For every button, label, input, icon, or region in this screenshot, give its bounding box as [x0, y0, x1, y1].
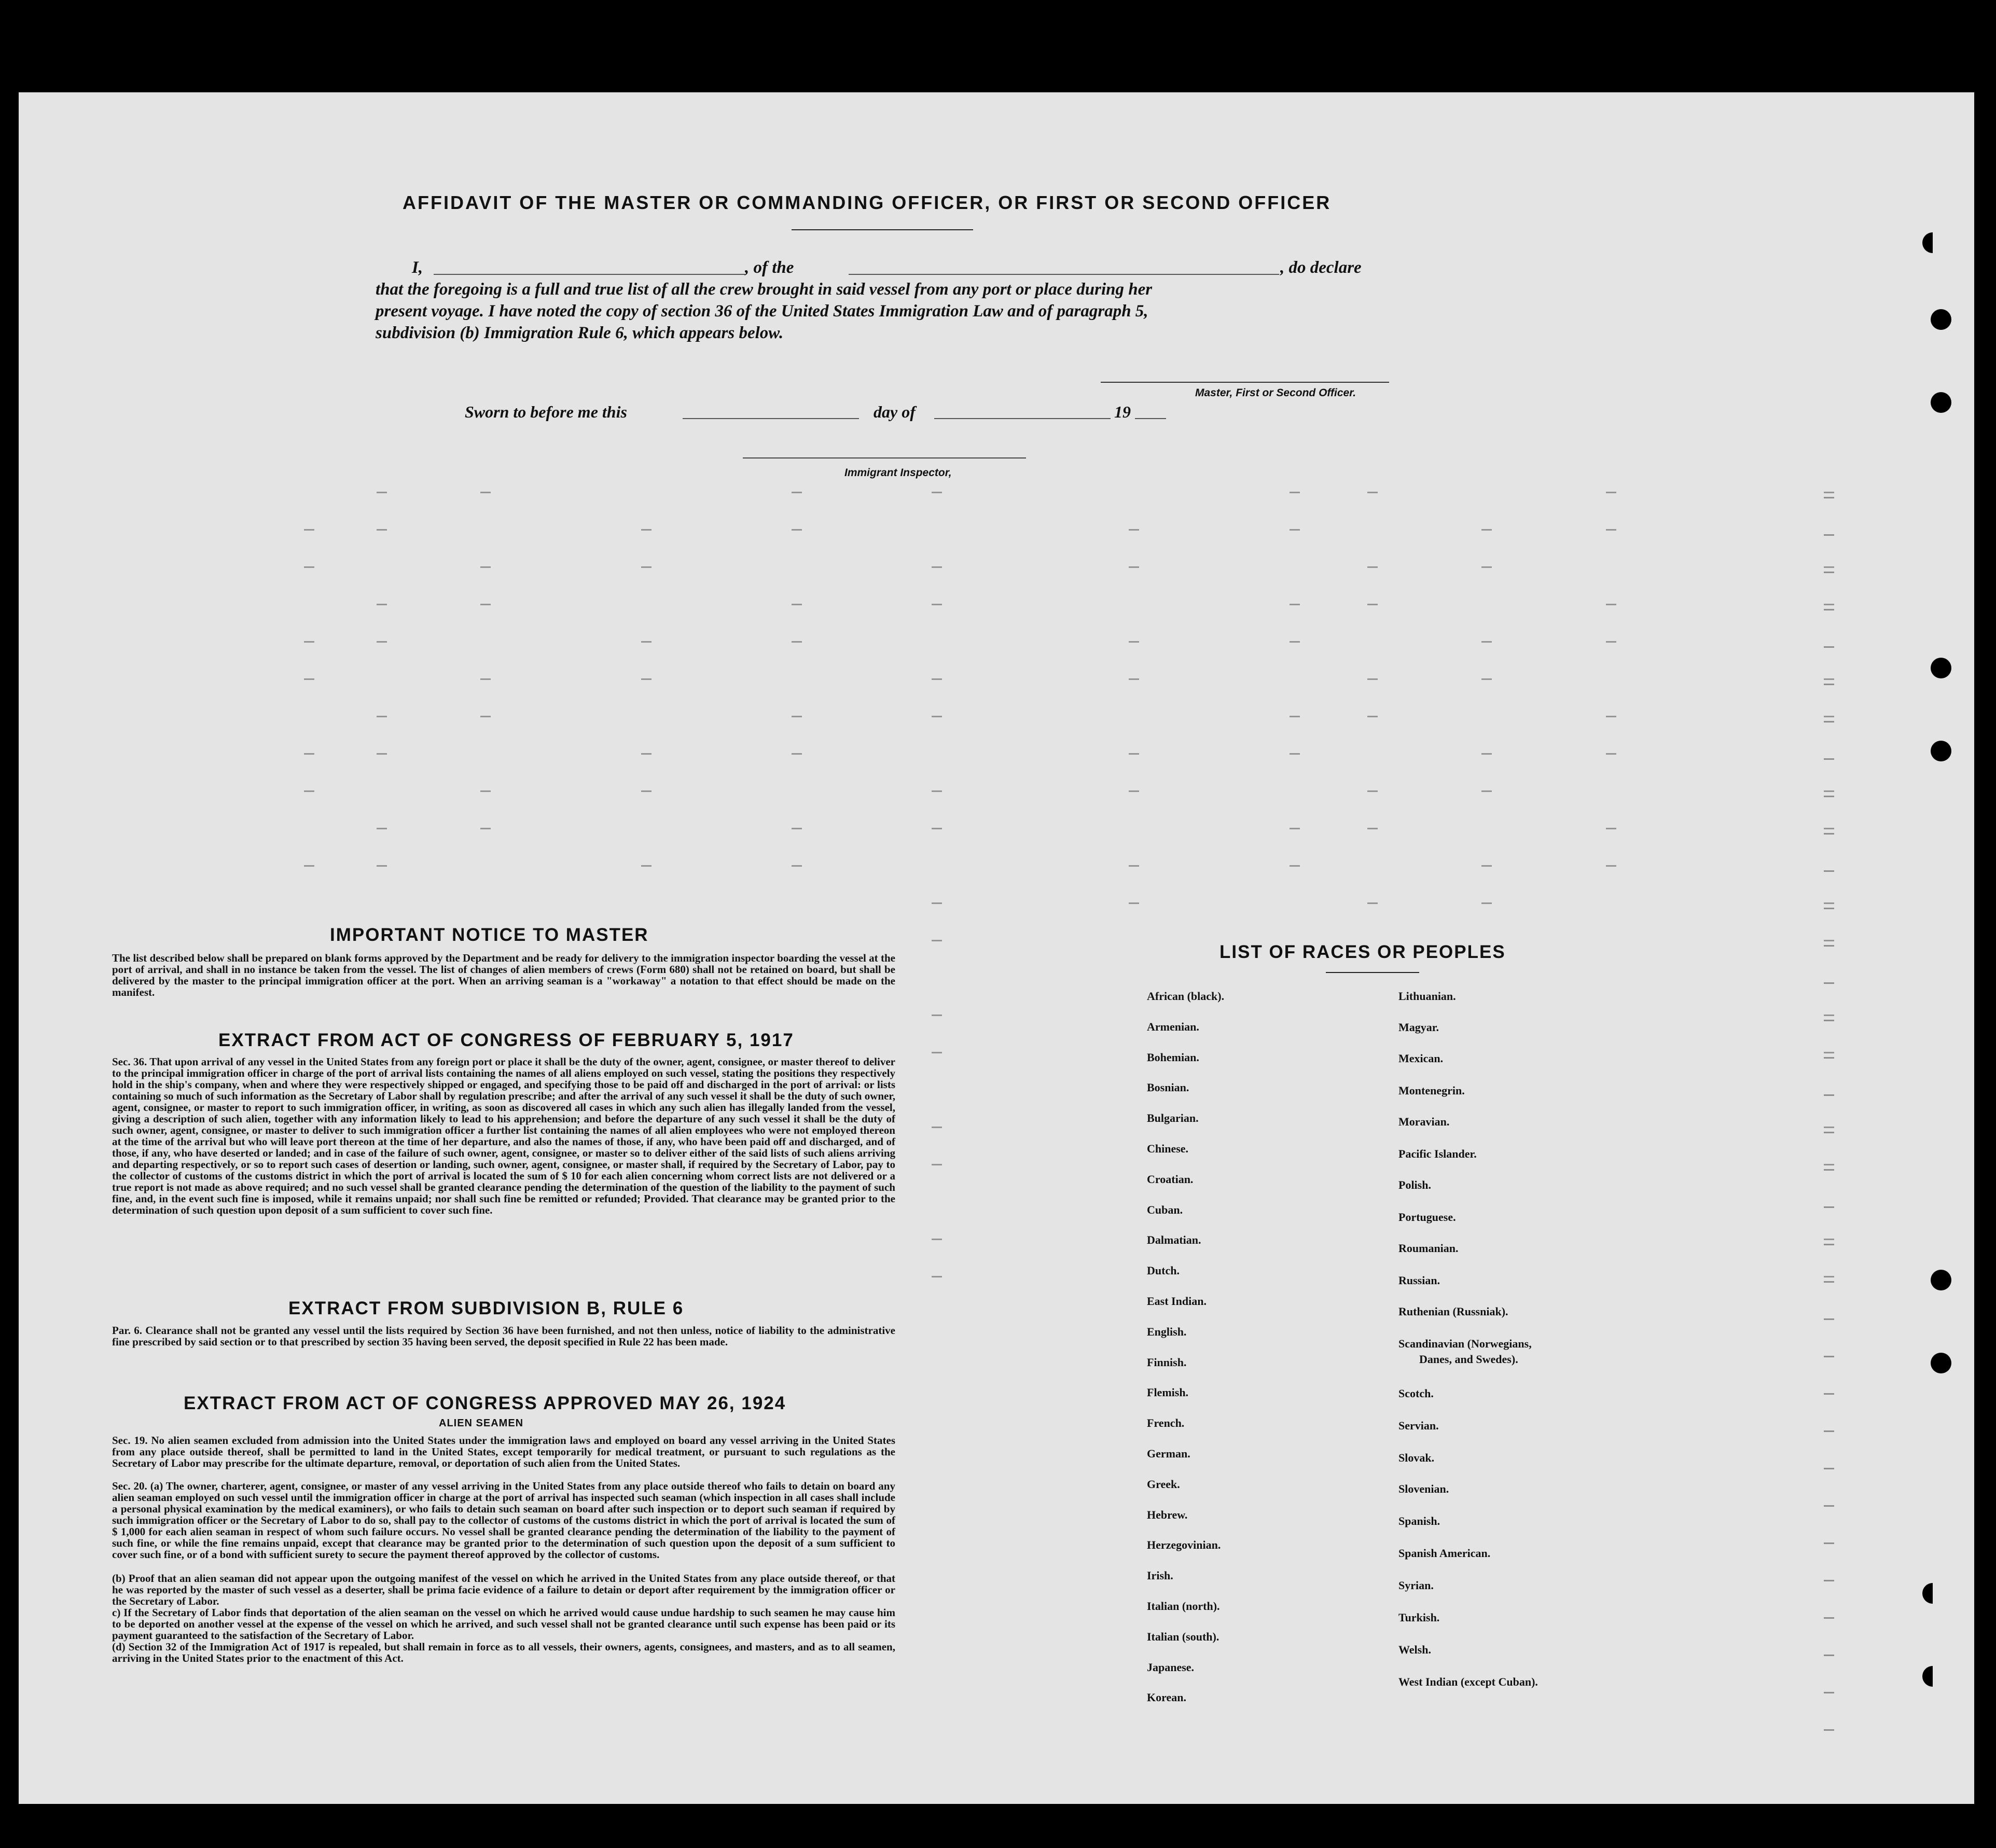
column-dash	[304, 529, 314, 531]
column-dash	[1824, 1057, 1834, 1059]
column-dash	[377, 716, 387, 717]
affidavit-of-the: , of the	[745, 258, 794, 277]
race-item: Scandinavian (Norwegians,	[1398, 1337, 1532, 1350]
column-dash	[304, 566, 314, 568]
column-dash	[304, 678, 314, 680]
race-item: Turkish.	[1398, 1611, 1440, 1624]
column-dash	[480, 790, 491, 792]
sec20d-text: (d) Section 32 of the Immigration Act of 1917 is repealed, but shall remain in force as to all vessels, their owners, agents, consignees, and masters, and as to all seamen, arriving in the United States prior to the enactment of this Act.	[112, 1641, 895, 1664]
title-underline	[792, 229, 973, 230]
sec20c-text: c) If the Secretary of Labor finds that deportation of the alien seaman on the vessel on which he arrived would cause undue hardship to such seamen he may cause him to be deported on another vessel at the expense of the vessel on which he arrived, and such vessel shall not be granted clearance until such expense has been paid or its payment guaranteed to the satisfaction of the Secretary of Labor.	[112, 1606, 895, 1642]
column-dash	[1129, 566, 1139, 568]
column-dash	[1290, 753, 1300, 755]
column-dash	[1824, 1127, 1834, 1128]
column-dash	[1481, 678, 1492, 680]
column-dash	[1824, 870, 1834, 872]
column-dash	[1824, 1543, 1834, 1544]
column-dash	[1481, 865, 1492, 867]
column-dash	[641, 529, 652, 531]
column-dash	[792, 492, 802, 493]
column-dash	[792, 753, 802, 755]
column-dash	[1290, 865, 1300, 867]
column-dash	[932, 828, 942, 829]
sec20a-text: Sec. 20. (a) The owner, charterer, agent, consignee, or master of any vessel arriving in the United States from any place outside thereof who fails to detain on board any alien seaman employed on such vessel until the immigration officer in charge at the port of arrival has inspected such seaman (which inspection in all cases shall include a personal physical examination by the medical examiners), or who fails to detain such seaman on board after such inspection or to deport such seaman if required by such immigration officer or the Secretary of Labor to do so, shall pay to the collector of customs of the customs district in which the port of arrival is located the sum of $ 1,000 for each alien seaman in respect of whom such failure occurs. No vessel shall be granted clearance pending the determination of the liability to the payment of such fine, or while the fine remains unpaid, except that clearance may be granted prior to the determination of such question upon the deposit of a sum sufficient to cover such fine, or of a bond with sufficient surety to secure the payment thereof approved by the collector of customs.	[112, 1480, 895, 1561]
column-dash	[1824, 1729, 1834, 1731]
affidavit-title: AFFIDAVIT OF THE MASTER OR COMMANDING OFFICER, OR FIRST OR SECOND OFFICER	[403, 192, 1332, 213]
column-dash	[1367, 716, 1378, 717]
vessel-blank[interactable]	[849, 274, 1279, 275]
race-item: Scotch.	[1398, 1387, 1434, 1400]
race-item: Slovak.	[1398, 1451, 1435, 1464]
binder-hole	[1931, 741, 1951, 761]
column-dash	[1824, 902, 1834, 904]
column-dash	[1824, 604, 1834, 605]
column-dash	[304, 790, 314, 792]
column-dash	[377, 529, 387, 531]
column-dash	[480, 678, 491, 680]
race-item: Spanish American.	[1398, 1547, 1491, 1560]
race-item: West Indian (except Cuban).	[1398, 1675, 1538, 1688]
act1917-body: Sec. 36. That upon arrival of any vessel in the United States from any foreign port or place it shall be the duty of the owner, agent, consignee, or master thereof to deliver to the principal immigration officer in charge of the port of arrival lists containing the names of all aliens employed on such vessel, stating the positions they respectively hold in the ship's company, when and where they were respectively shipped or engaged, and specifying those to be paid off and discharged in the port of arrival: or lists containing so much of such information as the Secretary of Labor shall by regulation prescribe; and after the arrival of any such vessel it shall be the duty of such owner, agent, consignee, or master to report to such immigration officer, in writing, as soon as discovered all cases in which any such alien has illegally landed from the vessel, giving a description of such alien, together with any information likely to lead to his apprehension; and before the departure of any such vessel it shall be the duty of such owner, agent, consignee, or master to deliver to such immigration officer a further list containing the names of all alien employees who were not employed thereon at the time of the arrival but who will leave port thereon at the time of her departure, and also the names of those, if any, who have been paid off and discharged, and of those, if any, who have deserted or landed; and in case of the failure of such owner, agent, consignee, or master so to deliver either of the said lists of such aliens arriving and departing respectively, or so to report such cases of desertion or landing, such owner, agent, consignee, or master shall, if required by the Secretary of Labor, pay to the collector of customs of the customs district in which the port of arrival is located the sum of $ 10 for each alien concerning whom correct lists are not delivered or a true report is not made as above required; and no such vessel shall be granted clearance pending the determination of the question of the liability to the payment of such fine, and, in the event such fine is imposed, while it remains unpaid; nor shall such fine be remitted or refunded; Provided. That clearance may be granted prior to the determination of such question upon deposit of a sum sufficient to cover such fine.	[112, 1055, 895, 1216]
column-dash	[1290, 604, 1300, 605]
column-dash	[792, 604, 802, 605]
column-dash	[1824, 833, 1834, 835]
column-dash	[1824, 1580, 1834, 1581]
column-dash	[1824, 945, 1834, 947]
column-dash	[1824, 716, 1834, 717]
master-signature-line[interactable]	[1101, 382, 1389, 383]
column-dash	[1824, 1655, 1834, 1656]
column-dash	[1824, 1164, 1834, 1165]
race-item: English.	[1147, 1325, 1187, 1338]
race-item: Danes, and Swedes).	[1419, 1353, 1518, 1366]
column-dash	[1606, 492, 1616, 493]
column-dash	[1481, 753, 1492, 755]
inspector-signature-line[interactable]	[743, 457, 1026, 458]
binder-hole	[1931, 658, 1951, 678]
race-item: Dalmatian.	[1147, 1233, 1201, 1247]
binder-hole	[1931, 392, 1951, 413]
column-dash	[1824, 1094, 1834, 1096]
column-dash	[1824, 646, 1834, 648]
day-of-text: day of	[874, 402, 916, 421]
column-dash	[1367, 828, 1378, 829]
column-dash	[792, 641, 802, 643]
race-item: Welsh.	[1398, 1643, 1431, 1656]
column-dash	[1129, 865, 1139, 867]
race-item: Slovenian.	[1398, 1482, 1449, 1495]
column-dash	[932, 492, 942, 493]
column-dash	[1290, 529, 1300, 531]
affidavit-line-3: present voyage. I have noted the copy of section 36 of the United States Immigration Law and of paragraph 5,	[376, 302, 1148, 321]
race-item: African (black).	[1147, 990, 1225, 1003]
column-dash	[1824, 1276, 1834, 1277]
column-dash	[377, 492, 387, 493]
race-item: Montenegrin.	[1398, 1084, 1465, 1097]
race-item: Moravian.	[1398, 1115, 1450, 1128]
column-dash	[1129, 678, 1139, 680]
column-dash	[1129, 529, 1139, 531]
race-item: Irish.	[1147, 1569, 1173, 1582]
column-dash	[480, 716, 491, 717]
rule6-body: Par. 6. Clearance shall not be granted any vessel until the lists required by Section 36 have been furnished, and not then unless, notice of liability to the administrative fine prescribed by said section or to that prescribed by section 35 having been served, the deposit specified in Rule 22 has been made.	[112, 1324, 895, 1348]
column-dash	[1824, 492, 1834, 493]
column-dash	[480, 604, 491, 605]
column-dash	[1606, 641, 1616, 643]
races-title: LIST OF RACES OR PEOPLES	[1219, 942, 1506, 962]
race-item: Russian.	[1398, 1274, 1440, 1287]
sworn-text: Sworn to before me this	[465, 402, 627, 421]
race-item: German.	[1147, 1447, 1190, 1460]
race-item: Croatian.	[1147, 1172, 1194, 1186]
column-dash	[932, 1052, 942, 1053]
column-dash	[1129, 902, 1139, 904]
column-dash	[1606, 529, 1616, 531]
column-dash	[1824, 790, 1834, 792]
column-dash	[1824, 1206, 1834, 1208]
column-dash	[480, 828, 491, 829]
race-item: Roumanian.	[1398, 1242, 1459, 1255]
column-dash	[1367, 604, 1378, 605]
binder-hole	[1931, 309, 1951, 330]
race-item: Japanese.	[1147, 1660, 1195, 1674]
column-dash	[1367, 678, 1378, 680]
column-dash	[1290, 828, 1300, 829]
column-dash	[1290, 641, 1300, 643]
column-dash	[1367, 492, 1378, 493]
race-item: Cuban.	[1147, 1203, 1183, 1216]
binder-hole	[1931, 1353, 1951, 1373]
column-dash	[1824, 534, 1834, 536]
column-dash	[377, 604, 387, 605]
column-dash	[377, 828, 387, 829]
race-item: Italian (north).	[1147, 1600, 1220, 1613]
alien-seamen-subtitle: ALIEN SEAMEN	[439, 1418, 524, 1429]
column-dash	[932, 716, 942, 717]
column-dash	[1824, 1020, 1834, 1021]
column-dash	[377, 641, 387, 643]
form-sheet	[19, 92, 1974, 1804]
column-dash	[1481, 790, 1492, 792]
column-dash	[1290, 492, 1300, 493]
binder-hole-partial	[1922, 1666, 1943, 1687]
column-dash	[1824, 1692, 1834, 1693]
column-dash	[1129, 753, 1139, 755]
column-dash	[641, 865, 652, 867]
column-dash	[932, 790, 942, 792]
column-dash	[932, 604, 942, 605]
inspector-label: Immigrant Inspector,	[844, 467, 952, 479]
column-dash	[1290, 716, 1300, 717]
race-item: Bosnian.	[1147, 1081, 1189, 1094]
notice-title: IMPORTANT NOTICE TO MASTER	[330, 925, 649, 945]
affidavit-declare: , do declare	[1280, 258, 1362, 277]
race-item: Herzegovinian.	[1147, 1538, 1221, 1552]
column-dash	[932, 1239, 942, 1240]
race-item: Greek.	[1147, 1477, 1180, 1491]
affidavit-line-4: subdivision (b) Immigration Rule 6, which appears below.	[376, 324, 784, 342]
column-dash	[1606, 828, 1616, 829]
race-item: Polish.	[1398, 1178, 1431, 1191]
column-dash	[1824, 1505, 1834, 1507]
affidavit-line-2: that the foregoing is a full and true list of all the crew brought in said vessel from any port or place during her	[376, 280, 1153, 299]
race-item: Chinese.	[1147, 1142, 1189, 1155]
race-item: Spanish.	[1398, 1514, 1440, 1527]
race-item: East Indian.	[1147, 1295, 1207, 1308]
column-dash	[1824, 1132, 1834, 1133]
race-item: Italian (south).	[1147, 1630, 1219, 1643]
column-dash	[304, 753, 314, 755]
column-dash	[932, 1015, 942, 1016]
column-dash	[641, 753, 652, 755]
column-dash	[1824, 1239, 1834, 1240]
column-dash	[1824, 684, 1834, 685]
column-dash	[641, 641, 652, 643]
column-dash	[1367, 566, 1378, 568]
column-dash	[1481, 529, 1492, 531]
race-item: Ruthenian (Russniak).	[1398, 1305, 1508, 1318]
race-item: French.	[1147, 1416, 1185, 1430]
column-dash	[932, 678, 942, 680]
column-dash	[792, 828, 802, 829]
notice-body: The list described below shall be prepared on blank forms approved by the Department and be ready for delivery to the immigration inspector boarding the vessel at the port of arrival, and shall in no instance be taken from the vessel. The list of changes of alien members of crews (Form 680) shall not be retained on board, but shall be delivered by the master to the principal immigration officer at the port. When an arriving seaman is a "workaway" a notation to that effect should be made on the manifest.	[112, 952, 895, 998]
sec20b-text: (b) Proof that an alien seaman did not appear upon the outgoing manifest of the vessel on which he arrived in the United States from any place outside thereof, or that he was reported by the master of such vessel as a deserter, shall be prima facie evidence of a failure to detain or deport after requirement by the immigration officer or the Secretary of Labor.	[112, 1572, 895, 1607]
column-dash	[1824, 1468, 1834, 1469]
column-dash	[1824, 1356, 1834, 1357]
column-dash	[932, 566, 942, 568]
column-dash	[1824, 1617, 1834, 1619]
race-item: Servian.	[1398, 1419, 1439, 1432]
column-dash	[1824, 828, 1834, 829]
column-dash	[1824, 1430, 1834, 1432]
column-dash	[932, 940, 942, 941]
affidavit-i: I,	[412, 258, 423, 277]
column-dash	[1824, 940, 1834, 941]
binder-hole	[1931, 1270, 1951, 1290]
sworn-day-blank[interactable]	[683, 418, 859, 419]
race-item: Hebrew.	[1147, 1508, 1188, 1521]
column-dash	[1824, 572, 1834, 573]
column-dash	[932, 902, 942, 904]
column-dash	[304, 865, 314, 867]
race-item: Dutch.	[1147, 1264, 1180, 1277]
column-dash	[480, 492, 491, 493]
race-item: Armenian.	[1147, 1020, 1199, 1033]
column-dash	[1824, 1169, 1834, 1171]
race-item: Mexican.	[1398, 1052, 1444, 1065]
column-dash	[1824, 1244, 1834, 1245]
binder-hole-partial	[1922, 232, 1943, 253]
column-dash	[1481, 641, 1492, 643]
column-dash	[1606, 604, 1616, 605]
column-dash	[377, 753, 387, 755]
column-dash	[1824, 1052, 1834, 1053]
column-dash	[1481, 566, 1492, 568]
race-item: Magyar.	[1398, 1021, 1439, 1034]
column-dash	[932, 1127, 942, 1128]
year-prefix: 19	[1114, 402, 1131, 421]
column-dash	[1824, 796, 1834, 797]
binder-hole-partial	[1922, 1583, 1943, 1604]
race-item: Bulgarian.	[1147, 1111, 1199, 1125]
column-dash	[1824, 1318, 1834, 1320]
race-item: Finnish.	[1147, 1355, 1187, 1369]
column-dash	[641, 678, 652, 680]
column-dash	[1824, 908, 1834, 909]
column-dash	[792, 716, 802, 717]
column-dash	[1129, 790, 1139, 792]
sec19-text: Sec. 19. No alien seamen excluded from admission into the United States under the immigration laws and employed on board any vessel arriving in the United States from any place outside thereof, shall be permitted to land in the United States, except temporarily for medical treatment, or pursuant to such regulations as the Secretary of Labor may prescribe for the ultimate departure, removal, or deportation of such alien from the United States.	[112, 1434, 895, 1469]
column-dash	[932, 1164, 942, 1165]
column-dash	[1129, 641, 1139, 643]
race-item: Syrian.	[1398, 1579, 1434, 1592]
race-item: Lithuanian.	[1398, 990, 1456, 1003]
column-dash	[641, 566, 652, 568]
column-dash	[1367, 790, 1378, 792]
column-dash	[1824, 609, 1834, 610]
act1924-title: EXTRACT FROM ACT OF CONGRESS APPROVED MAY 26, 1924	[184, 1393, 786, 1413]
column-dash	[1606, 716, 1616, 717]
race-item: Flemish.	[1147, 1386, 1189, 1399]
column-dash	[792, 865, 802, 867]
column-dash	[304, 641, 314, 643]
column-dash	[377, 865, 387, 867]
column-dash	[1824, 1015, 1834, 1016]
column-dash	[1824, 1393, 1834, 1395]
race-item: Bohemian.	[1147, 1050, 1199, 1064]
race-item: Portuguese.	[1398, 1211, 1456, 1224]
column-dash	[1481, 902, 1492, 904]
column-dash	[1824, 566, 1834, 568]
races-underline	[1326, 972, 1419, 973]
column-dash	[1824, 678, 1834, 680]
column-dash	[1824, 758, 1834, 760]
act1917-title: EXTRACT FROM ACT OF CONGRESS OF FEBRUARY 5, 1917	[218, 1030, 794, 1050]
race-item: Pacific Islander.	[1398, 1147, 1477, 1160]
column-dash	[792, 529, 802, 531]
sworn-month-blank[interactable]	[934, 418, 1111, 419]
column-dash	[1824, 1281, 1834, 1283]
year-blank[interactable]	[1135, 418, 1166, 419]
column-dash	[1824, 497, 1834, 498]
rule6-title: EXTRACT FROM SUBDIVISION B, RULE 6	[288, 1298, 684, 1318]
column-dash	[932, 1276, 942, 1277]
column-dash	[1606, 865, 1616, 867]
column-dash	[1824, 721, 1834, 722]
master-label: Master, First or Second Officer.	[1195, 387, 1356, 399]
column-dash	[1606, 753, 1616, 755]
race-item: Korean.	[1147, 1691, 1186, 1704]
column-dash	[641, 790, 652, 792]
name-blank[interactable]	[434, 274, 745, 275]
column-dash	[1367, 902, 1378, 904]
column-dash	[480, 566, 491, 568]
column-dash	[1824, 982, 1834, 984]
